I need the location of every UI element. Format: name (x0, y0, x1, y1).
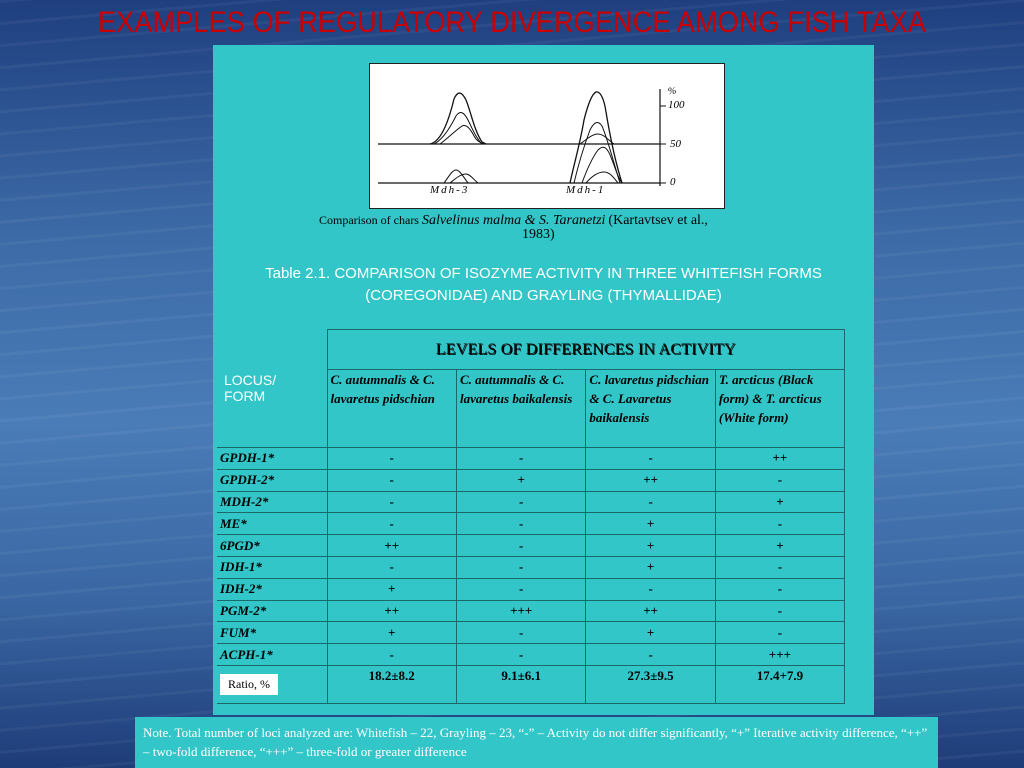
locus-cell: ACPH-1* (217, 644, 327, 666)
value-cell: ++ (586, 600, 715, 622)
value-cell: - (327, 513, 456, 535)
locus-cell: IDH-2* (217, 578, 327, 600)
table-row (217, 448, 845, 470)
table-title: Table 2.1. COMPARISON OF ISOZYME ACTIVITY IN THREE WHITEFISH FORMS (COREGONIDAE) AND GRAYLING (THYMALLIDAE) (265, 265, 822, 304)
axis-unit: % (667, 85, 678, 98)
label-mdh3: Mdh-3 (430, 184, 470, 196)
value-cell: - (327, 448, 456, 470)
value-cell: - (586, 644, 715, 666)
ratio-cell: 27.3±9.5 (586, 665, 715, 703)
densitometry-figure (369, 63, 725, 209)
table-row (217, 491, 845, 513)
value-cell: - (586, 578, 715, 600)
value-cell: + (586, 535, 715, 557)
caption-ref: (Kartavtsev et al., (608, 213, 708, 228)
value-cell: - (456, 644, 585, 666)
figure-caption (319, 213, 859, 243)
value-cell: - (456, 578, 585, 600)
table-row (217, 535, 845, 557)
locus-cell: MDH-2* (217, 491, 327, 513)
value-cell: - (586, 448, 715, 470)
locus-cell: 6PGD* (217, 535, 327, 557)
value-cell: + (327, 622, 456, 644)
value-cell: - (715, 469, 844, 491)
label-mdh1: Mdh-1 (566, 184, 606, 196)
value-cell: + (715, 491, 844, 513)
value-cell: - (715, 578, 844, 600)
value-cell: - (327, 644, 456, 666)
table-row (217, 622, 845, 644)
locus-cell: GPDH-2* (217, 469, 327, 491)
table-row (217, 578, 845, 600)
value-cell: ++ (327, 535, 456, 557)
column-header-3: C. lavaretus pidschian & C. Lavaretus baikalensis (586, 370, 715, 448)
table-row (217, 556, 845, 578)
tick-100: 100 (668, 99, 685, 111)
value-cell: - (715, 513, 844, 535)
levels-header: LEVELS OF DIFFERENCES IN ACTIVITY (327, 330, 845, 370)
value-cell: - (586, 491, 715, 513)
caption-species: Salvelinus malma & S. Taranetzi (421, 213, 606, 228)
column-header-1: C. autumnalis & C. lavaretus pidschian (327, 370, 456, 448)
table-row (217, 644, 845, 666)
value-cell: - (456, 622, 585, 644)
table-row (217, 600, 845, 622)
ratio-label: Ratio, % (220, 674, 278, 695)
locus-cell: PGM-2* (217, 600, 327, 622)
value-cell: - (456, 535, 585, 557)
value-cell: - (456, 491, 585, 513)
locus-cell: GPDH-1* (217, 448, 327, 470)
value-cell: - (456, 448, 585, 470)
locus-cell: ME* (217, 513, 327, 535)
column-header-2: C. autumnalis & C. lavaretus baikalensis (456, 370, 585, 448)
locus-form-header: LOCUS/ FORM (217, 330, 327, 448)
value-cell: +++ (715, 644, 844, 666)
content-panel (213, 45, 874, 715)
ratio-label-cell (217, 665, 327, 703)
isozyme-table (217, 329, 845, 704)
value-cell: - (715, 600, 844, 622)
table-row (217, 469, 845, 491)
value-cell: +++ (456, 600, 585, 622)
value-cell: - (327, 556, 456, 578)
ratio-cell: 18.2±8.2 (327, 665, 456, 703)
value-cell: ++ (715, 448, 844, 470)
ratio-cell: 17.4+7.9 (715, 665, 844, 703)
value-cell: + (327, 578, 456, 600)
table-row (217, 513, 845, 535)
value-cell: ++ (586, 469, 715, 491)
value-cell: - (715, 556, 844, 578)
slide-title: EXAMPLES OF REGULATORY DIVERGENCE AMONG FISH TAXA (97, 6, 927, 39)
note-box: Note. Total number of loci analyzed are: Whitefish – 22, Grayling – 23, “-” – Activity do not differ significantly, “+” Iterative activity difference, “++” – two-fold difference, “+++” – three-fold or greater difference (135, 717, 938, 768)
value-cell: + (715, 535, 844, 557)
value-cell: + (586, 556, 715, 578)
value-cell: - (456, 556, 585, 578)
tick-0: 0 (670, 176, 676, 188)
value-cell: + (586, 622, 715, 644)
value-cell: + (456, 469, 585, 491)
value-cell: - (456, 513, 585, 535)
column-header-4: T. arcticus (Black form) & T. arcticus (White form) (715, 370, 844, 448)
value-cell: - (715, 622, 844, 644)
caption-prefix: Comparison of chars (319, 213, 419, 227)
locus-cell: IDH-1* (217, 556, 327, 578)
ratio-cell: 9.1±6.1 (456, 665, 585, 703)
value-cell: + (586, 513, 715, 535)
value-cell: ++ (327, 600, 456, 622)
value-cell: - (327, 469, 456, 491)
ratio-row (217, 665, 845, 703)
tick-50: 50 (670, 138, 681, 150)
caption-year: 1983) (522, 227, 555, 242)
value-cell: - (327, 491, 456, 513)
locus-cell: FUM* (217, 622, 327, 644)
